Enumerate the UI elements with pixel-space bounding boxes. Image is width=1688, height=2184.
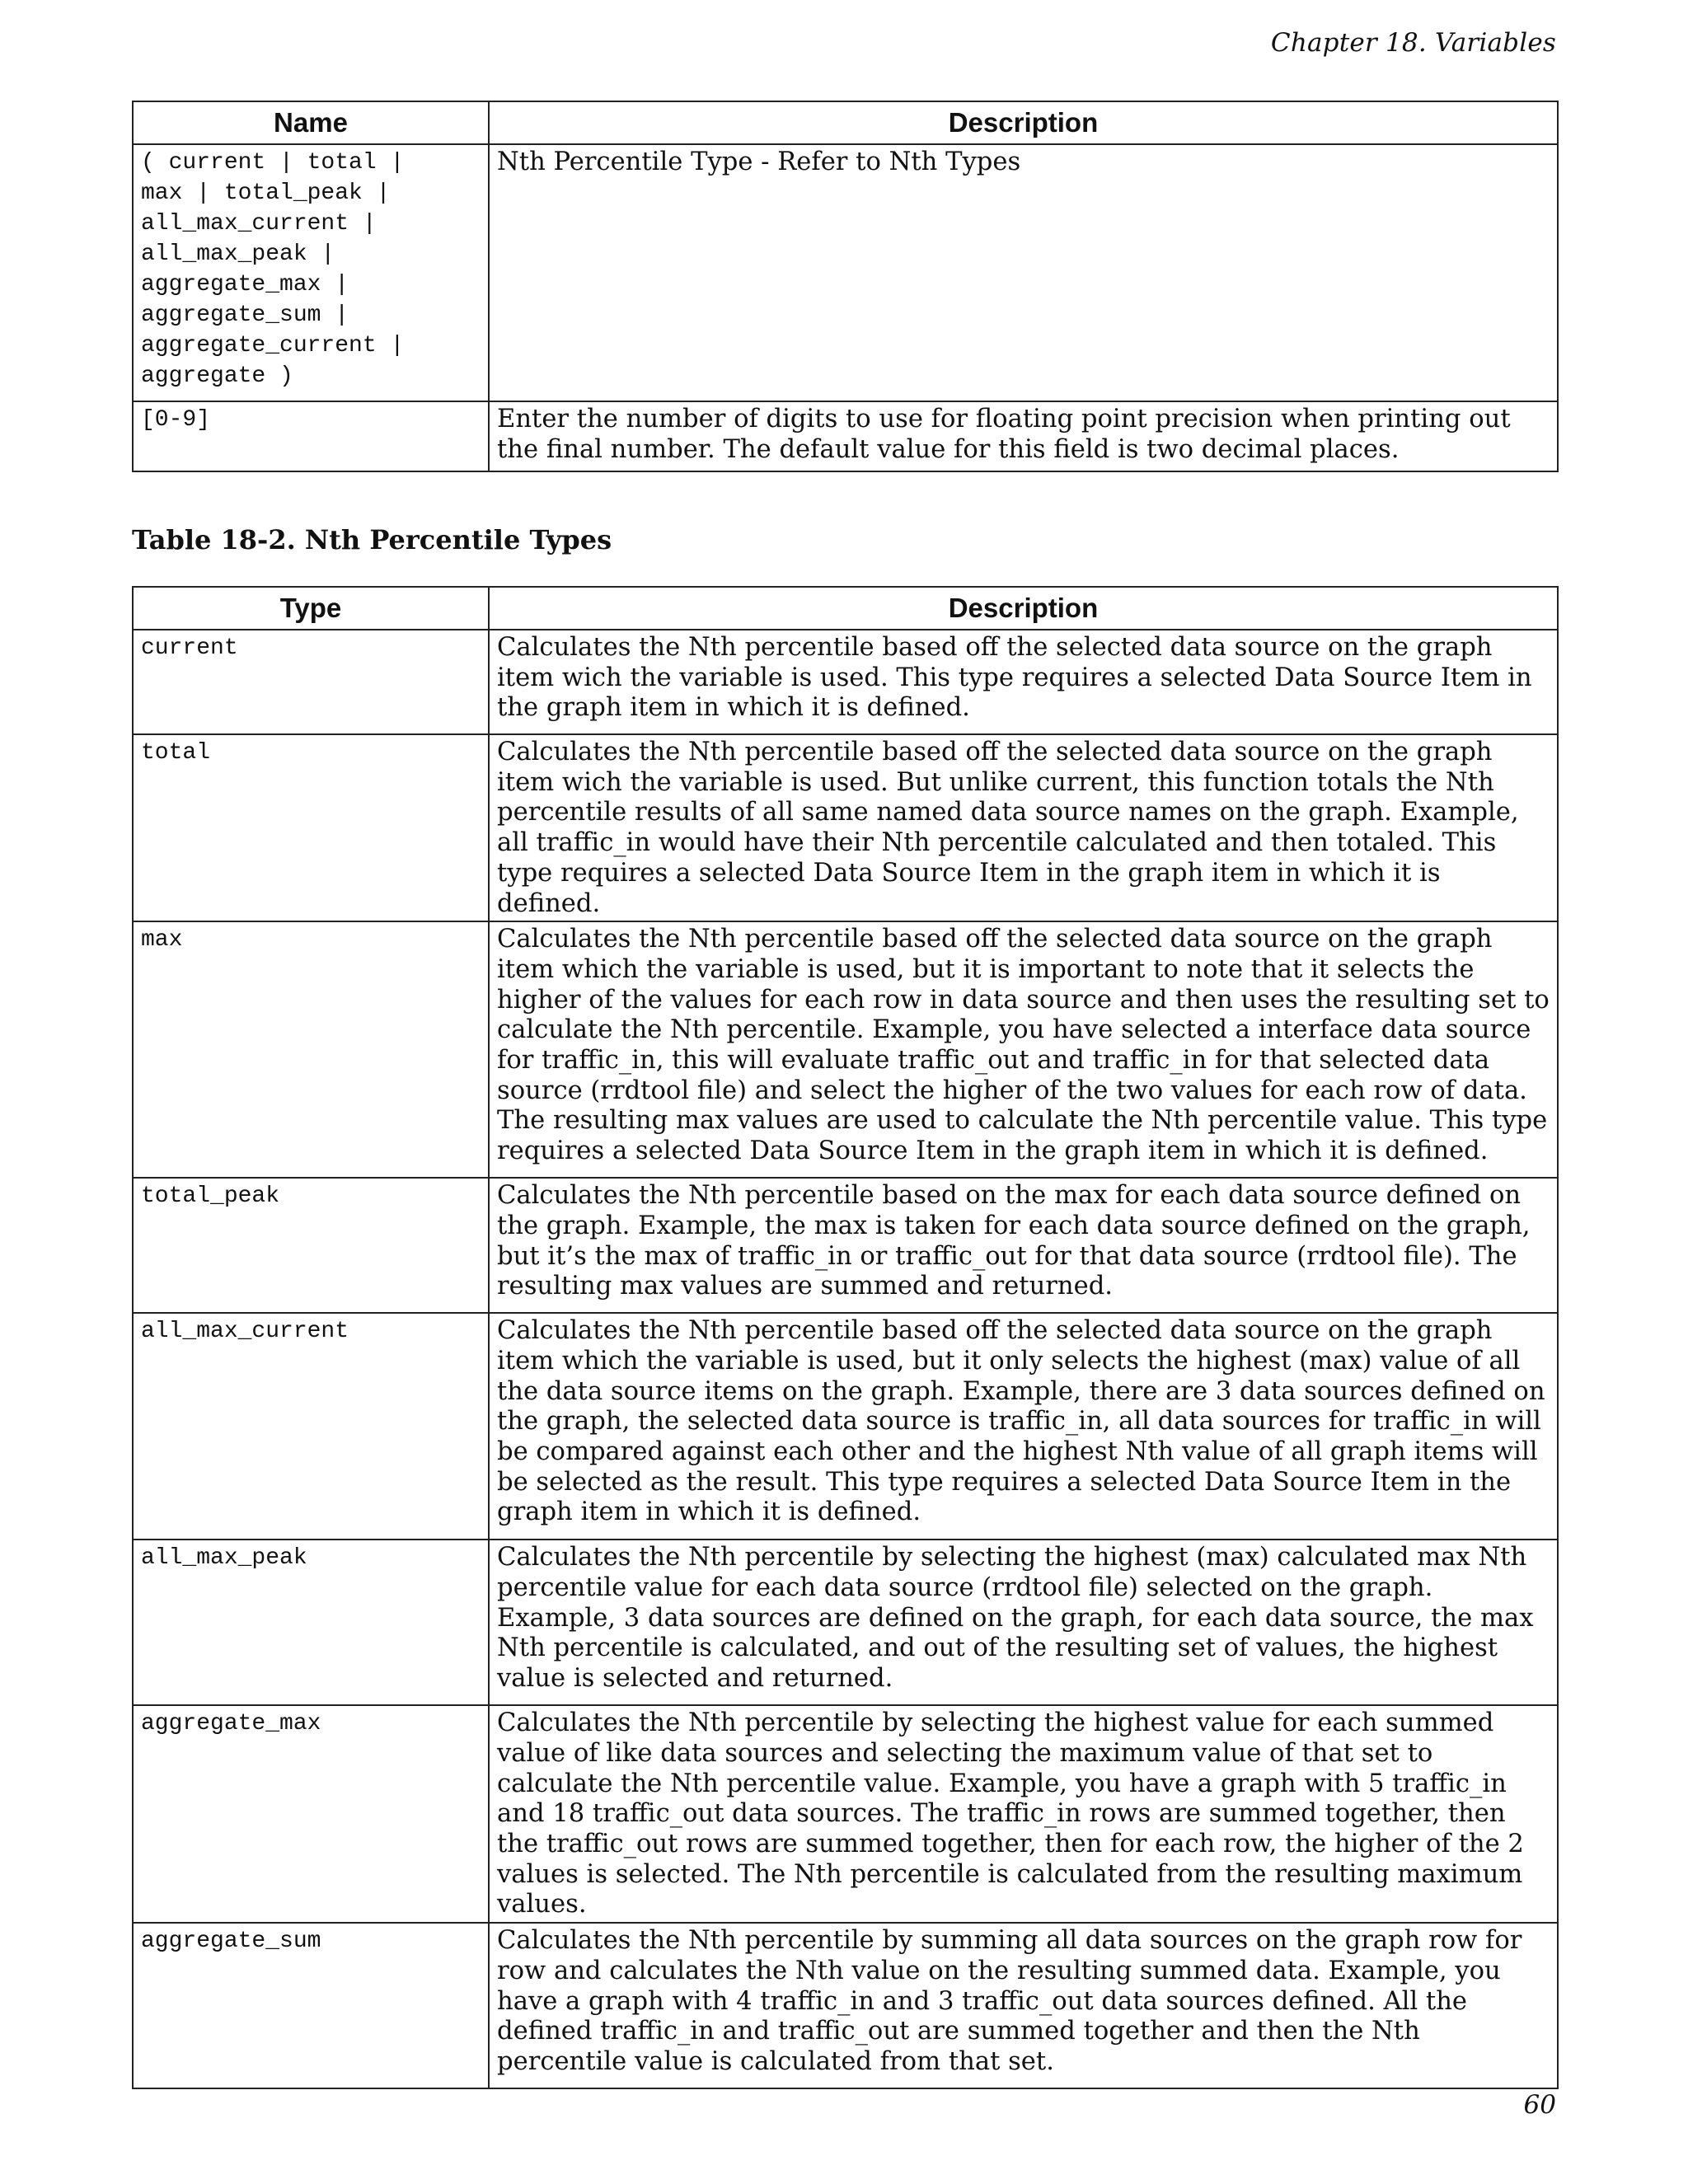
table-header-row bbox=[133, 101, 1558, 144]
table-caption: Table 18-2. Nth Percentile Types bbox=[132, 524, 612, 555]
nth-percentile-types-table bbox=[132, 586, 1559, 2089]
type-cell: max bbox=[133, 921, 489, 1178]
variable-description-cell: Nth Percentile Type - Refer to Nth Types bbox=[489, 144, 1558, 401]
table-row bbox=[133, 734, 1558, 921]
table-row bbox=[133, 630, 1558, 734]
table-row bbox=[133, 1923, 1558, 2088]
type-description-cell: Calculates the Nth percentile based off the selected data source on the graph item wich the variable is used. But unlike current, this function totals the Nth percentile results of all same named data source names on the graph. Example, all traffic_in would have their Nth percentile calculated and then totaled. This type requires a selected Data Source Item in the graph item in which it is defined. bbox=[489, 734, 1558, 921]
type-cell: current bbox=[133, 630, 489, 734]
column-header-description: Description bbox=[489, 101, 1558, 144]
table-row bbox=[133, 401, 1558, 471]
variable-name-cell: [0-9] bbox=[133, 401, 489, 471]
type-description-cell: Calculates the Nth percentile based off the selected data source on the graph item which the variable is used, but it only selects the highest (max) value of all the data source items on the graph. Example, there are 3 data sources defined on the graph, the selected data source is traffic_in, all data sources for traffic_in will be compared against each other and the highest Nth value of all graph items will be selected as the result. This type requires a selected Data Source Item in the graph item in which it is defined. bbox=[489, 1313, 1558, 1540]
table-row bbox=[133, 1178, 1558, 1313]
type-description-cell: Calculates the Nth percentile by selecting the highest value for each summed value of like data sources and selecting the maximum value of that set to calculate the Nth percentile value. Example, you have a graph with 5 traffic_in and 18 traffic_out data sources. The traffic_in rows are summed together, then the traffic_out rows are summed together, then for each row, the higher of the 2 values is selected. The Nth percentile is calculated from the resulting maximum values. bbox=[489, 1705, 1558, 1923]
table-row bbox=[133, 1705, 1558, 1923]
variable-name-cell: ( current | total | max | total_peak | all_max_current | all_max_peak | aggregate_max | aggregate_sum | aggregate_current | aggregate ) bbox=[133, 144, 489, 401]
type-cell: aggregate_max bbox=[133, 1705, 489, 1923]
page-number: 60 bbox=[1523, 2090, 1556, 2120]
column-header-description: Description bbox=[489, 587, 1558, 630]
type-description-cell: Calculates the Nth percentile based on the max for each data source defined on the graph. Example, the max is taken for each data source defined on the graph, but it’s the max of traffic_in or traffic_out for that data source (rrdtool file). The resulting max values are summed and returned. bbox=[489, 1178, 1558, 1313]
table-row bbox=[133, 921, 1558, 1178]
table-row bbox=[133, 144, 1558, 401]
type-cell: aggregate_sum bbox=[133, 1923, 489, 2088]
type-cell: all_max_current bbox=[133, 1313, 489, 1540]
table-header-row bbox=[133, 587, 1558, 630]
column-header-name: Name bbox=[133, 101, 489, 144]
type-cell: total bbox=[133, 734, 489, 921]
variables-table bbox=[132, 101, 1559, 472]
column-header-type: Type bbox=[133, 587, 489, 630]
variable-description-cell: Enter the number of digits to use for floating point precision when printing out the final number. The default value for this field is two decimal places. bbox=[489, 401, 1558, 471]
type-description-cell: Calculates the Nth percentile by selecting the highest (max) calculated max Nth percentile value for each data source (rrdtool file) selected on the graph. Example, 3 data sources are defined on the graph, for each data source, the max Nth percentile is calculated, and out of the resulting set of values, the highest value is selected and returned. bbox=[489, 1540, 1558, 1705]
running-head: Chapter 18. Variables bbox=[1270, 28, 1556, 58]
table-row bbox=[133, 1540, 1558, 1705]
type-description-cell: Calculates the Nth percentile based off the selected data source on the graph item which the variable is used, but it is important to note that it selects the higher of the values for each row in data source and then uses the resulting set to calculate the Nth percentile. Example, you have selected a interface data source for traffic_in, this will evaluate traffic_out and traffic_in for that selected data source (rrdtool file) and select the higher of the two values for each row of data. The resulting max values are used to calculate the Nth percentile value. This type requires a selected Data Source Item in the graph item in which it is defined. bbox=[489, 921, 1558, 1178]
type-description-cell: Calculates the Nth percentile based off the selected data source on the graph item wich the variable is used. This type requires a selected Data Source Item in the graph item in which it is defined. bbox=[489, 630, 1558, 734]
type-description-cell: Calculates the Nth percentile by summing all data sources on the graph row for row and calculates the Nth value on the resulting summed data. Example, you have a graph with 4 traffic_in and 3 traffic_out data sources defined. All the defined traffic_in and traffic_out are summed together and then the Nth percentile value is calculated from that set. bbox=[489, 1923, 1558, 2088]
table-row bbox=[133, 1313, 1558, 1540]
type-cell: total_peak bbox=[133, 1178, 489, 1313]
type-cell: all_max_peak bbox=[133, 1540, 489, 1705]
